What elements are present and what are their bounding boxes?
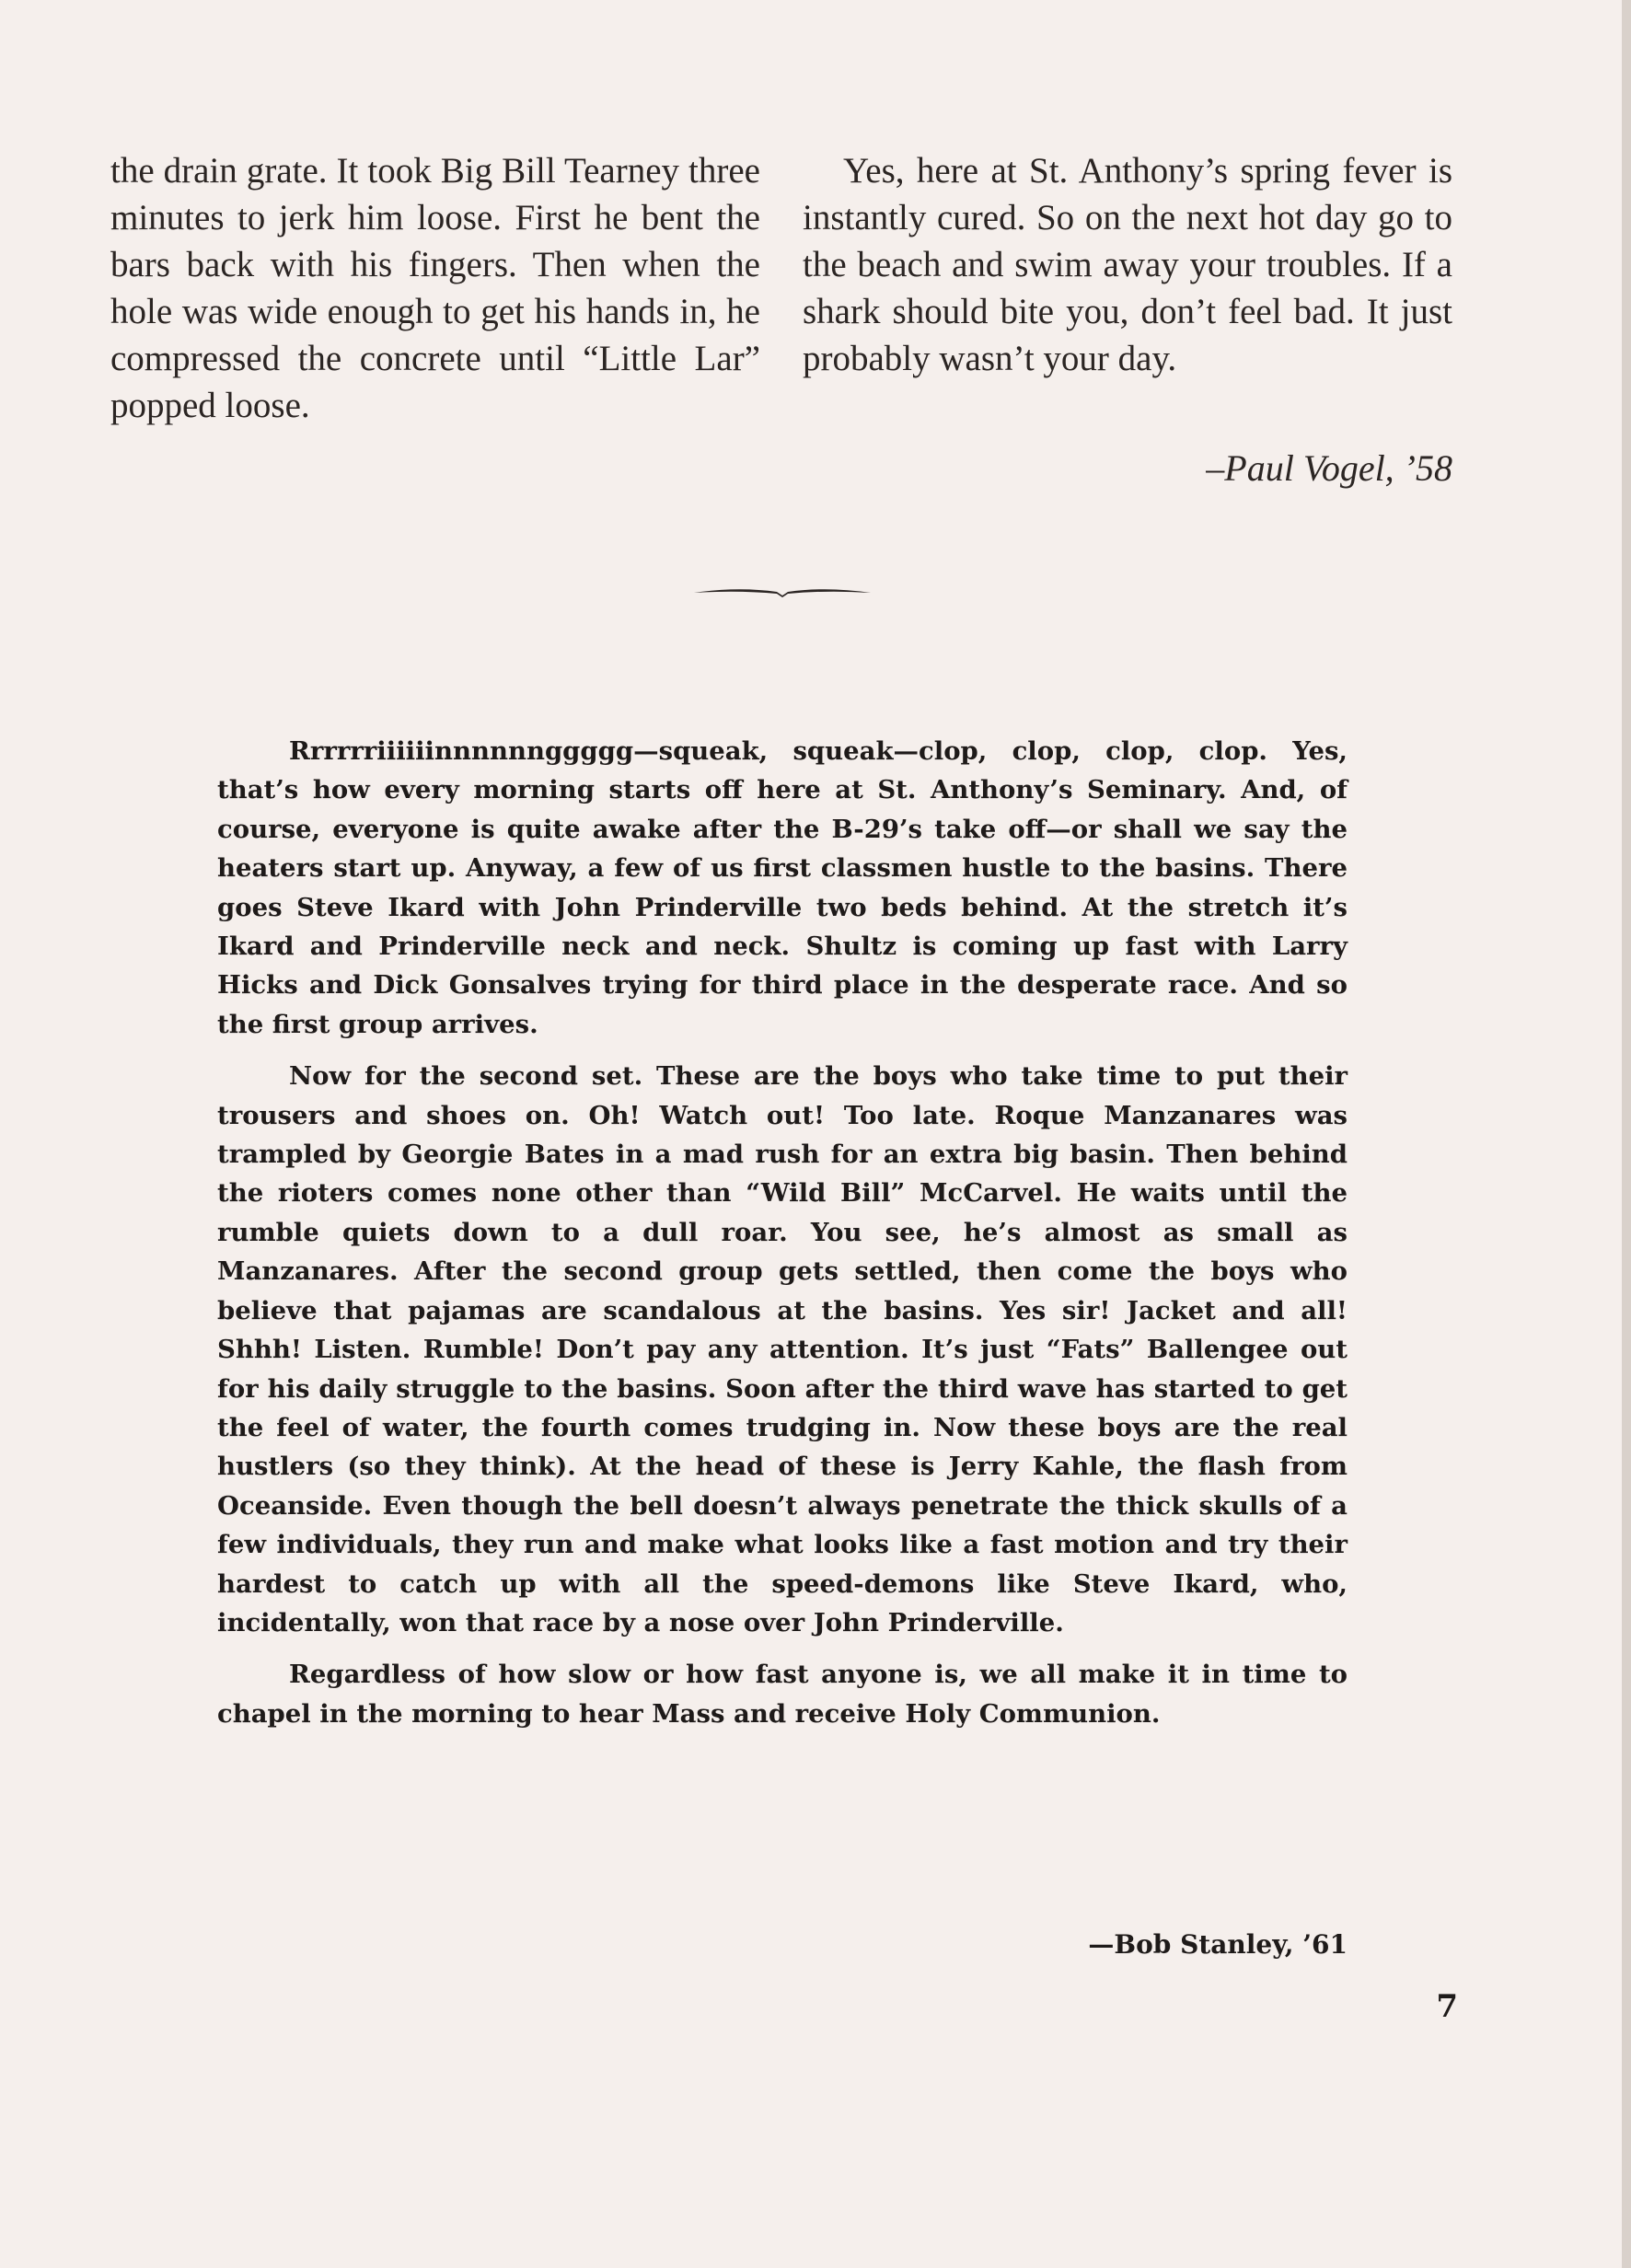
left-column-text: the drain grate. It took Big Bill Tearney three minutes to jerk him loose. First he bent the bars back with his fingers. Then when the hole was wide enough to get his hands in, he compressed the concrete until “Little Lar” popped loose. (110, 151, 760, 425)
article-paragraph: Regardless of how slow or how fast anyone is, we all make it in time to chapel in the morning to hear Mass and receive Holy Communion. (217, 1660, 1348, 1729)
right-column-text: Yes, here at St. Anthony’s spring fever is instantly cured. So on the next hot day go to the beach and swim away your troubles. If a shark should bite you, don’t feel bad. It just probably wasn’t your day. (803, 151, 1452, 378)
section-divider (692, 582, 873, 604)
page-number: 7 (1436, 1988, 1458, 2025)
page-edge (1622, 0, 1631, 2268)
author-signature-vogel: –Paul Vogel, ’58 (1206, 447, 1452, 489)
article-body (217, 732, 1348, 1733)
author-signature-stanley: —Bob Stanley, ’61 (1088, 1929, 1348, 1960)
article-paragraph: Rrrrrriiiiiinnnnnnggggg—squeak, squeak—clop, clop, clop, clop. Yes, that’s how every morning starts off here at St. Anthony’s Seminary. And, of course, everyone is quite awake after the B-29’s take off—or shall we say the heaters start up. Anyway, a few of us first classmen hustle to the basins. There goes Steve Ikard with John Prinderville two beds behind. At the stretch it’s Ikard and Prinderville neck and neck. Shultz is coming up fast with Larry Hicks and Dick Gonsalves trying for third place in the desperate race. And so the first group arrives. (217, 736, 1348, 1039)
article-paragraph: Now for the second set. These are the boys who take time to put their trousers and shoes on. Oh! Watch out! Too late. Roque Manzanares was trampled by Georgie Bates in a mad rush for an extra big basin. Then behind the rioters comes none other than “Wild Bill” McCarvel. He waits until the rumble quiets down to a dull roar. You see, he’s almost as small as Manzanares. After the second group gets settled, then come the boys who believe that pajamas are scandalous at the basins. Yes sir! Jacket and all! Shhh! Listen. Rumble! Don’t pay any attention. It’s just “Fats” Ballengee out for his daily struggle to the basins. Soon after the third wave has started to get the feel of water, the fourth comes trudging in. Now these boys are the real hustlers (so they think). At the head of these is Jerry Kahle, the flash from Oceanside. Even though the bell doesn’t always penetrate the thick skulls of a few individuals, they run and make what looks like a fast motion and try their hardest to catch up with all the speed-demons like Steve Ikard, who, incidentally, won that race by a nose over John Prinderville. (217, 1061, 1348, 1637)
right-column (803, 147, 1452, 382)
